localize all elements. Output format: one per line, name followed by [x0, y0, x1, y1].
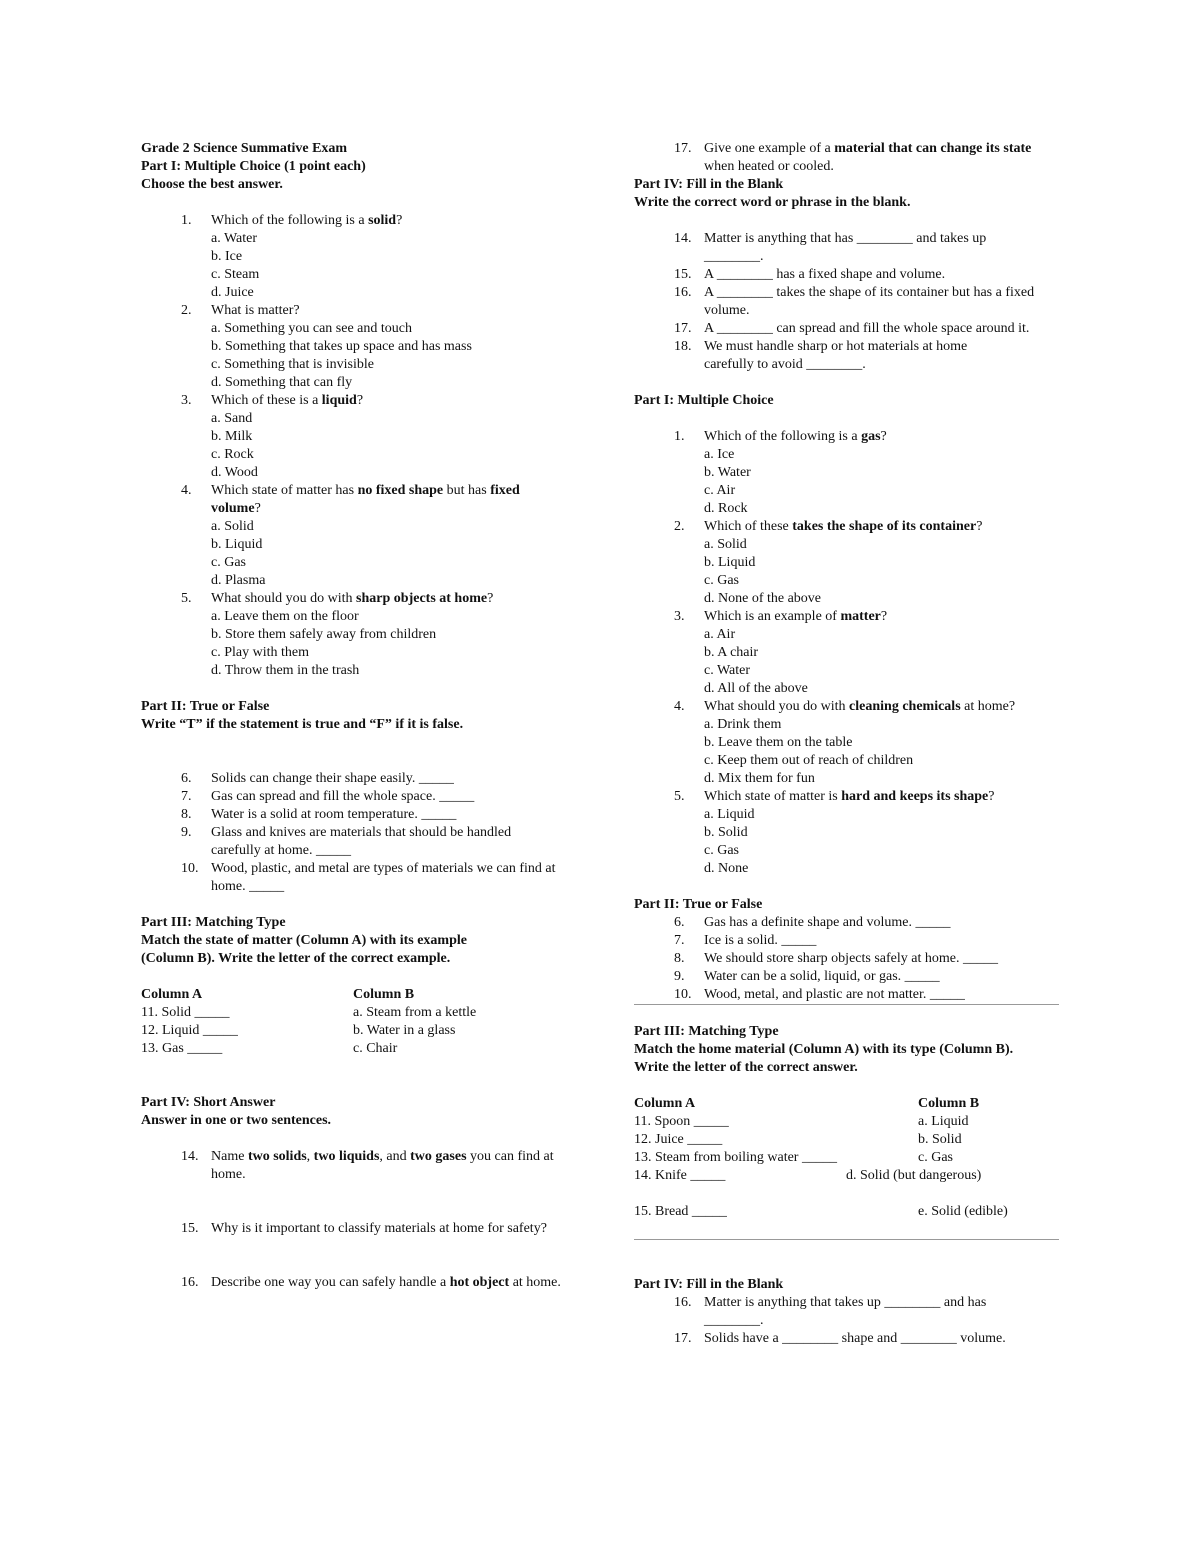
option: a. Sand [211, 411, 253, 426]
part2-instruction: Write “T” if the statement is true and “F” if it is false. [141, 717, 464, 732]
question-4: 4. What should you do with cleaning chemicals at home? [674, 699, 1016, 714]
tf-item: 8. We should store sharp objects safely at home. _____ [674, 951, 998, 966]
option: c. Keep them out of reach of children [704, 753, 914, 768]
match-row: 13. Gas _____ c. Chair [141, 1041, 398, 1056]
fill-item: 18. We must handle sharp or hot materials at home carefully to avoid ________. [674, 339, 968, 372]
option: b. Something that takes up space and has mass [211, 339, 472, 354]
exam-title: Grade 2 Science Summative Exam [141, 141, 348, 156]
right-part1-heading: Part I: Multiple Choice [634, 393, 774, 408]
option: b. Liquid [704, 555, 756, 570]
option: a. Ice [704, 447, 735, 462]
part1-heading: Part I: Multiple Choice (1 point each) [141, 159, 366, 174]
option: c. Water [704, 663, 751, 678]
question-15: 15. Why is it important to classify materials at home for safety? [181, 1221, 547, 1236]
option: d. None [704, 861, 749, 876]
option: a. Something you can see and touch [211, 321, 413, 336]
option: d. Something that can fly [211, 375, 353, 390]
question-2: 2. What is matter? [181, 303, 300, 318]
option: b. Milk [211, 429, 253, 444]
question-5: 5. What should you do with sharp objects at home? [181, 591, 494, 606]
option: c. Air [704, 483, 736, 498]
option: a. Air [704, 627, 736, 642]
left-column [141, 140, 571, 1292]
fill-heading: Part IV: Fill in the Blank [634, 177, 784, 192]
tf-item: 7. Ice is a solid. _____ [674, 933, 817, 948]
option: c. Gas [704, 843, 739, 858]
option: c. Gas [211, 555, 246, 570]
option: b. Store them safely away from children [211, 627, 437, 642]
fill-item: 17. Solids have a ________ shape and ________ volume. [674, 1331, 1006, 1346]
tf-item: 7. Gas can spread and fill the whole space. _____ [181, 789, 475, 804]
match-row: 12. Liquid _____ b. Water in a glass [141, 1023, 456, 1038]
fill-item: 17. A ________ can spread and fill the whole space around it. [674, 321, 1030, 336]
match-row: 13. Steam from boiling water _____ c. Gas [634, 1150, 953, 1165]
question-2: 2. Which of these takes the shape of its container? [674, 519, 983, 534]
part4-heading: Part IV: Short Answer [141, 1095, 276, 1110]
question-1: 1. Which of the following is a gas? [674, 429, 887, 444]
option: d. Mix them for fun [704, 771, 815, 786]
option: d. Rock [704, 501, 748, 516]
option: a. Drink them [704, 717, 782, 732]
right-part3-heading: Part III: Matching Type [634, 1024, 779, 1039]
part4-instruction: Answer in one or two sentences. [141, 1113, 332, 1128]
fill-item: 16. Matter is anything that takes up ________ and has ________. [674, 1295, 987, 1328]
tf-item: 9. Glass and knives are materials that should be handled carefully at home. _____ [181, 825, 512, 858]
question-14: 14. Name two solids, two liquids, and two gases you can find at home. [181, 1149, 554, 1182]
part2-heading: Part II: True or False [141, 699, 270, 714]
option: b. Liquid [211, 537, 263, 552]
option: c. Steam [211, 267, 260, 282]
question-3: 3. Which is an example of matter? [674, 609, 888, 624]
right-column [634, 140, 1059, 1348]
tf-item: 8. Water is a solid at room temperature. _____ [181, 807, 457, 822]
right-part2-heading: Part II: True or False [634, 897, 763, 912]
option: d. Juice [211, 285, 254, 300]
option: a. Solid [704, 537, 747, 552]
tf-item: 10. Wood, plastic, and metal are types of materials we can find at home. _____ [181, 861, 556, 894]
question-5: 5. Which state of matter is hard and keeps its shape? [674, 789, 995, 804]
tf-item: 6. Solids can change their shape easily. _____ [181, 771, 454, 786]
tf-item: 10. Wood, metal, and plastic are not matter. _____ [674, 987, 965, 1002]
fill-item: 14. Matter is anything that has ________ and takes up ________. [674, 231, 987, 264]
match-row: 11. Solid _____ a. Steam from a kettle [141, 1005, 477, 1020]
part3-heading: Part III: Matching Type [141, 915, 286, 930]
match-row: 14. Knife _____ d. Solid (but dangerous) [634, 1168, 982, 1183]
match-row: 11. Spoon _____ a. Liquid [634, 1114, 969, 1129]
part1-instruction: Choose the best answer. [141, 177, 283, 192]
question-17: 17. Give one example of a material that can change its state when heated or cooled. [674, 141, 1032, 174]
option: c. Rock [211, 447, 254, 462]
right-part4-heading: Part IV: Fill in the Blank [634, 1277, 784, 1292]
fill-item: 16. A ________ takes the shape of its container but has a fixed volume. [674, 285, 1035, 318]
option: b. A chair [704, 645, 759, 660]
tf-item: 9. Water can be a solid, liquid, or gas. _____ [674, 969, 940, 984]
fill-instruction: Write the correct word or phrase in the blank. [634, 195, 911, 210]
column-headers: Column A Column B [634, 1096, 980, 1111]
right-part3-instruction: Match the home material (Column A) with its type (Column B). Write the letter of the correct answer. [634, 1042, 1014, 1075]
option: b. Water [704, 465, 751, 480]
question-3: 3. Which of these is a liquid? [181, 393, 364, 408]
question-4: 4. Which state of matter has no fixed shape but has fixed volume? [181, 483, 520, 516]
option: a. Solid [211, 519, 254, 534]
part3-instruction: Match the state of matter (Column A) with its example (Column B). Write the letter of the correct example. [141, 933, 467, 966]
option: c. Something that is invisible [211, 357, 374, 372]
option: a. Leave them on the floor [211, 609, 359, 624]
match-row: 12. Juice _____ b. Solid [634, 1132, 962, 1147]
option: a. Water [211, 231, 258, 246]
question-1: 1. Which of the following is a solid? [181, 213, 403, 228]
option: d. Wood [211, 465, 258, 480]
match-row: 15. Bread _____ e. Solid (edible) [634, 1204, 1008, 1219]
question-16: 16. Describe one way you can safely handle a hot object at home. [181, 1275, 561, 1290]
option: d. Plasma [211, 573, 266, 588]
option: c. Gas [704, 573, 739, 588]
option: d. None of the above [704, 591, 822, 606]
tf-item: 6. Gas has a definite shape and volume. _____ [674, 915, 951, 930]
option: b. Leave them on the table [704, 735, 853, 750]
option: c. Play with them [211, 645, 309, 660]
option: d. All of the above [704, 681, 808, 696]
option: b. Ice [211, 249, 243, 264]
fill-item: 15. A ________ has a fixed shape and volume. [674, 267, 946, 282]
option: d. Throw them in the trash [211, 663, 360, 678]
option: b. Solid [704, 825, 748, 840]
column-headers: Column A Column B [141, 987, 415, 1002]
option: a. Liquid [704, 807, 755, 822]
